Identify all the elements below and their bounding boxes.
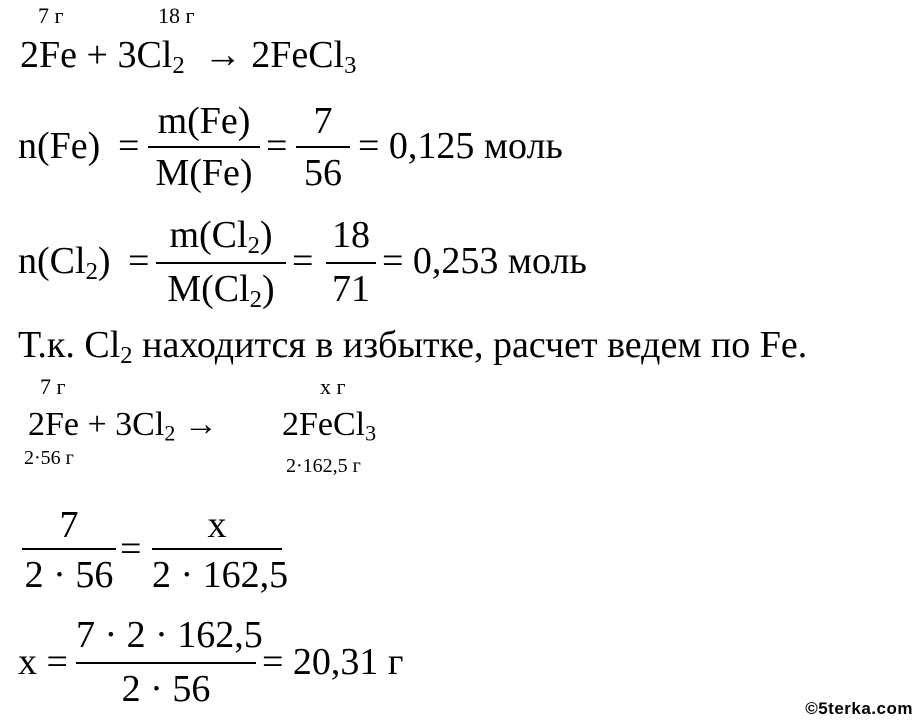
final-result: = 20,31 г: [262, 641, 404, 683]
numerator: x: [207, 504, 227, 546]
mass-label-product: x г: [320, 374, 346, 399]
numerator: 18: [332, 214, 370, 256]
denominator: 71: [332, 268, 370, 310]
fraction-bar: [152, 548, 282, 550]
molar-mass-fecl3: 2·162,5 г: [286, 455, 361, 477]
x-equals: x =: [18, 641, 68, 683]
reactant-cl2: + $3Cl_2$: [79, 406, 176, 446]
equals-sign: =: [292, 240, 314, 282]
n-cl2-label: $n(Cl_2)$: [18, 240, 111, 286]
product-fecl3: 2FeCl$_3$: [282, 406, 377, 446]
fraction-18-over-71: [326, 214, 376, 308]
watermark: ©5terka.com: [805, 699, 913, 718]
equals-sign: =: [120, 528, 142, 570]
denominator: 2 · 162,5: [152, 554, 289, 596]
equals-sign: =: [118, 125, 140, 167]
fraction-bar: [148, 146, 260, 148]
fraction-7-over-2x56: [22, 504, 116, 596]
denominator: 2 · 56: [24, 554, 114, 596]
n-cl2-result: = 0,253 моль: [382, 240, 587, 282]
n-fe-result: = 0,125 моль: [358, 125, 563, 167]
molar-mass-fe: 2·56 г: [24, 447, 74, 469]
numerator: 7 · 2 · 162,5: [76, 614, 263, 656]
product-fecl3: 2FeCl$_3$: [251, 34, 357, 80]
numerator: 7: [59, 504, 79, 546]
denominator: 56: [304, 152, 342, 194]
numerator: 7: [313, 100, 333, 142]
mass-label-cl: 18 г: [158, 3, 195, 28]
fraction-bar: [156, 262, 286, 264]
fraction-m-over-M-fe: [148, 100, 260, 192]
reactant-fe: 2Fe: [20, 34, 77, 76]
denominator: M(Fe): [155, 152, 253, 194]
reaction-equation-2: [28, 406, 218, 446]
n-fe-label: n(Fe): [18, 125, 101, 167]
plus-sign: +: [86, 34, 108, 76]
reactant-cl2: $3Cl_2$: [117, 34, 185, 80]
mass-label-fe: 7 г: [40, 374, 66, 399]
reaction-arrow: →: [175, 406, 218, 443]
numerator: m(Fe): [157, 100, 251, 142]
mass-label-fe: 7 г: [38, 3, 64, 28]
numerator: $m(Cl_2)$: [169, 214, 273, 260]
fraction-bar: [22, 548, 116, 550]
fraction-7-over-56: [296, 100, 350, 192]
fraction-x-over-2x162: [152, 504, 289, 596]
fraction-final: [76, 614, 263, 710]
reactant-fe: 2Fe: [28, 406, 79, 443]
denominator: 2 · 56: [121, 668, 211, 710]
fraction-bar: [326, 262, 376, 264]
reaction-arrow: →: [203, 34, 242, 76]
equals-sign: =: [266, 125, 288, 167]
denominator: $M(Cl_2)$: [167, 268, 275, 314]
reaction-equation-1: [20, 34, 357, 80]
fraction-m-over-M-cl2: [156, 214, 286, 314]
excess-note: Т.к. $Cl_2$ находится в избытке, расчет ведем по Fe.: [18, 324, 808, 370]
fraction-bar: [296, 146, 350, 148]
fraction-bar: [76, 662, 256, 664]
equals-sign: =: [128, 240, 150, 282]
